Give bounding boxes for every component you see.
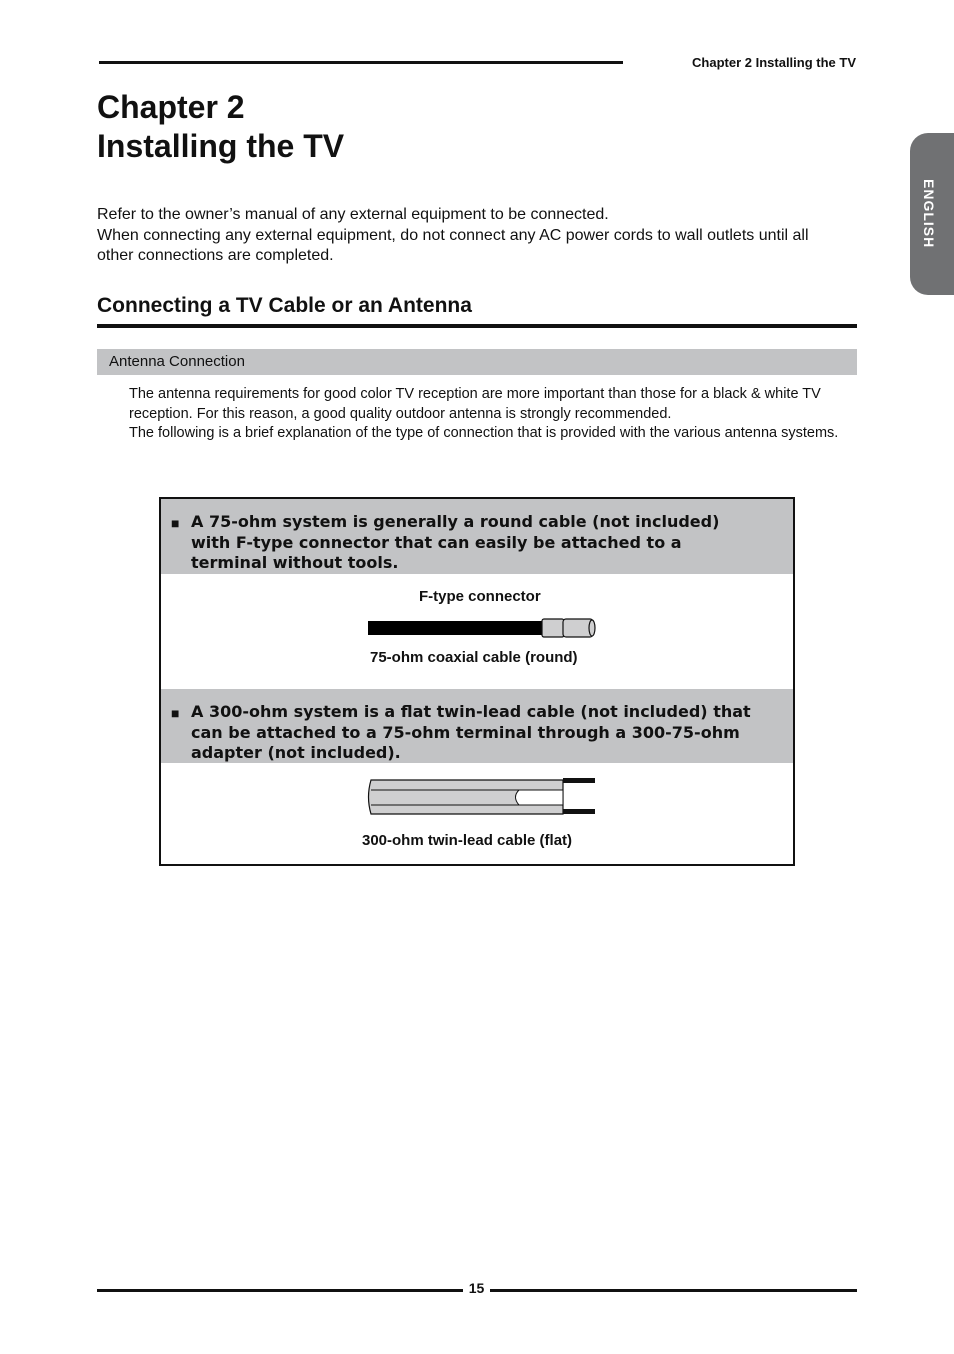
language-tab <box>910 133 954 295</box>
coaxial-cable-illustration <box>367 617 597 641</box>
intro-paragraph: Refer to the owner’s manual of any external equipment to be connected. <box>97 206 609 223</box>
cable-types-box <box>159 497 795 866</box>
antenna-description <box>129 385 854 444</box>
connector-nut <box>542 619 564 637</box>
section-title: Connecting a TV Cable or an Antenna <box>97 294 472 317</box>
connector-tip <box>589 620 595 636</box>
twin-lead-wire <box>563 778 595 783</box>
bullet-square-icon: ■ <box>171 705 180 721</box>
item-75-ohm-text: A 75-ohm system is generally a round cable (not included) with F-type connector that can easily be attached to a terminal without tools. <box>191 512 720 572</box>
subsection-bar <box>97 349 857 375</box>
footer-rule <box>97 1289 463 1292</box>
footer-rule <box>490 1289 857 1292</box>
chapter-number: Chapter 2 <box>97 89 245 125</box>
coax-cable-body <box>368 621 546 635</box>
chapter-name: Installing the TV <box>97 128 345 164</box>
page-number: 15 <box>468 1280 485 1296</box>
section-rule <box>97 324 857 328</box>
chapter-title <box>97 88 344 166</box>
intro-text <box>97 205 817 267</box>
body-paragraph: The following is a brief explanation of the type of connection that is provided with the various antenna systems. <box>129 425 839 441</box>
running-header: Chapter 2 Installing the TV <box>692 55 856 70</box>
twin-lead-wire <box>563 809 595 814</box>
twin-lead-split <box>516 790 564 805</box>
coaxial-cable-caption: 75-ohm coaxial cable (round) <box>370 649 578 666</box>
subsection-title: Antenna Connection <box>109 353 245 370</box>
intro-paragraph: When connecting any external equipment, do not connect any AC power cords to wall outlets until all other connections are completed. <box>97 226 809 264</box>
item-75-ohm <box>161 499 793 574</box>
twin-lead-caption: 300-ohm twin-lead cable (flat) <box>362 832 573 849</box>
item-300-ohm <box>161 689 793 763</box>
twin-lead-cable-illustration <box>367 778 597 818</box>
item-300-ohm-text: A 300-ohm system is a flat twin-lead cable (not included) that can be attached to a 75-ohm terminal through a 300-75-ohm adapter (not included). <box>191 702 751 762</box>
f-type-connector-label: F-type connector <box>419 588 541 605</box>
body-paragraph: The antenna requirements for good color TV reception are more important than those for a black & white TV reception. For this reason, a good quality outdoor antenna is strongly recommended. <box>129 386 821 422</box>
language-tab-label: ENGLISH <box>921 179 937 249</box>
header-rule <box>99 61 623 64</box>
bullet-square-icon: ■ <box>171 515 180 531</box>
